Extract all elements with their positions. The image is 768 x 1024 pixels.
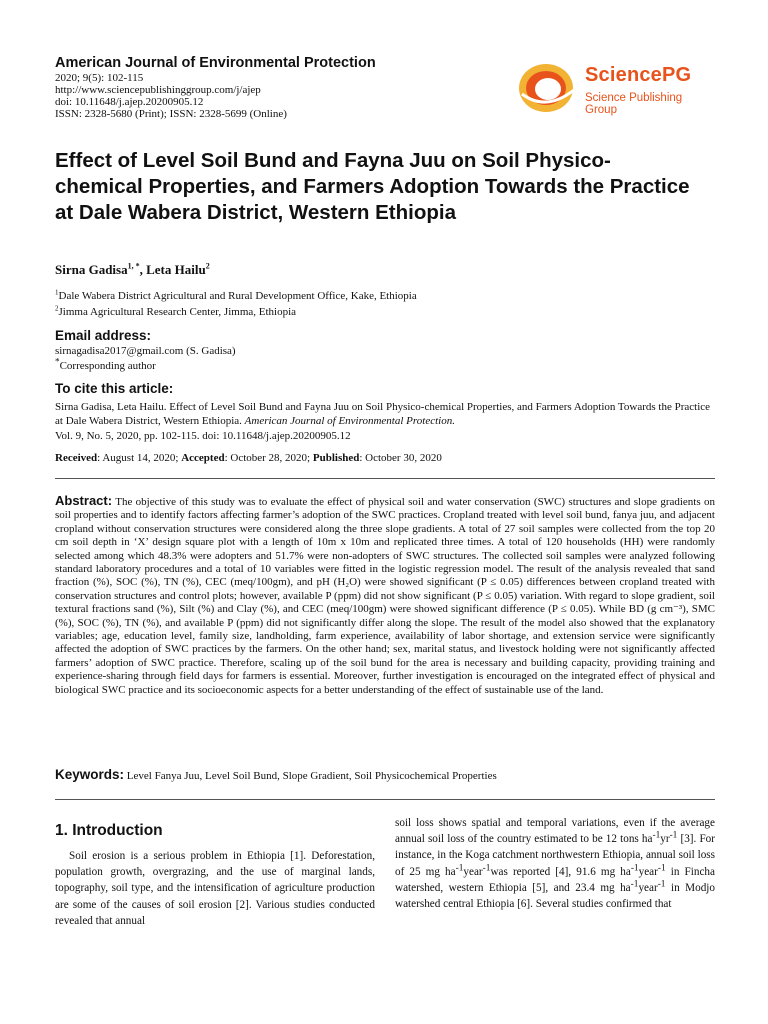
affiliation — [55, 290, 417, 302]
affiliation-text: Dale Wabera District Agricultural and Rural Development Office, Kake, Ethiopia — [58, 290, 417, 302]
abstract-label: Abstract: — [55, 493, 113, 508]
abstract-text: The objective of this study was to evaluate the effect of physical soil and water conservation (SWC) structures and slope gradients on soil properties and to identify factors affecting farmer’s adoption of the SWC practices. Cropland treated with level soil bund, fanya juu, and adjacent cropland without conservation structures were considered along the three slope gradients. A total of 27 soil samples were collected from the top 20 cm soil depth in ‘X’ design square plot with a length of 10m x 10m and replicated three times. A total of 120 households (HH) were randomly selected among which 48.3% were adopters and 51.7% were non-adopters of SWC structures. The collected soil samples were analyzed following standard laboratory procedures and a total of 10 variables were fitted in the logistic regression model. The result of the analysis revealed that sand fraction (%), SOC (%), TN (%), CEC (meq/100gm), and pH (H₂O) were showed significant (P ≤ 0.05) differences between cropland treated with conservation structures and control plots; however, available P (ppm) did not show significant (P ≤ 0.05) variation. With regard to slope gradient, soil textural fractions sand (%), Silt (%) and Clay (%), and CEC (meq/100gm) were showed significant difference (P ≤ 0.05). While BD (g cm⁻³), SMC (%), SOC (%), TN (%), and available P (ppm) did not significantly differ along the slope. The result of the model also showed that the explanatory variables; age, education level, family size, landholding, farm experience, availability of labor shortage, and extension service were significantly affected the adoption of SWC practices by the farmers. On the other hand; sex, marital status, and livestock holding were not significantly affected farmers’ adoption of SWC practice. Therefore, scaling up of the soil bund for the area is necessary and building capacity, providing training and experience-sharing through field days for farmers is essential. Moreover, further investigation is encouraged on the integrated effect of physical and biological SWC practice and its socioeconomic aspects for a better understanding of the effect of sustainable use of the land. — [55, 496, 715, 696]
received-date: : August 14, 2020; — [97, 452, 182, 464]
logo-tagline: Science Publishing Group — [585, 92, 683, 116]
keywords-text: Level Fanya Juu, Level Soil Bund, Slope Gradient, Soil Physicochemical Properties — [126, 770, 497, 782]
keywords — [55, 767, 497, 782]
body-text: [3]. For instance, in the Koga catchment northwestern Ethiopia, annual soil loss of 25 mg ha — [395, 833, 715, 878]
sciencepg-logo — [516, 60, 716, 116]
superscript: -1 — [630, 862, 639, 873]
author-separator: , — [139, 262, 147, 277]
author-name: Sirna Gadisa — [55, 262, 128, 277]
accepted-label: Accepted — [181, 452, 225, 464]
body-text: year — [463, 865, 483, 878]
received-label: Received — [55, 452, 98, 464]
affiliation-number: 2 — [55, 304, 59, 313]
logo-name: SciencePG — [585, 64, 692, 86]
corresponding-note — [55, 356, 156, 373]
author-superscript: 1, * — [127, 261, 140, 271]
section-heading: 1. Introduction — [55, 822, 163, 839]
cite-heading: To cite this article: — [55, 381, 174, 396]
email-address[interactable]: sirnagadisa2017@gmail.com (S. Gadisa) — [55, 345, 236, 357]
sciencepg-ring-icon — [516, 60, 582, 116]
intro-column-right — [395, 815, 715, 912]
body-text: in Fincha watershed, western Ethiopia [5], and 23.4 mg ha — [395, 865, 715, 894]
body-text: was reported [4], 91.6 mg ha — [490, 865, 631, 878]
divider — [55, 478, 715, 479]
intro-column-left: Soil erosion is a serious problem in Ethiopia [1]. Deforestation, population growth, overgrazing, and the use of marginal lands, topography, soil type, and the intensification of agriculture production are some of the causes of soil erosion [2]. Various studies conducted revealed that annual — [55, 850, 375, 927]
corresponding-text: Corresponding author — [59, 360, 156, 372]
published-date: : October 30, 2020 — [359, 452, 442, 464]
publication-dates — [55, 452, 442, 464]
journal-url[interactable]: http://www.sciencepublishinggroup.com/j/ajep — [55, 84, 261, 96]
article-title: Effect of Level Soil Bund and Fayna Juu on Soil Physico-chemical Properties, and Farmers Adoption Towards the Practice at Dale Wabera District, Western Ethiopia — [55, 149, 690, 224]
journal-name: American Journal of Environmental Protection — [55, 55, 376, 71]
author-name: Leta Hailu — [146, 262, 206, 277]
superscript: -1 — [482, 862, 491, 873]
citation-journal: American Journal of Environmental Protection. — [244, 415, 455, 428]
accepted-date: : October 28, 2020; — [224, 452, 313, 464]
journal-issue: 2020; 9(5): 102-115 — [55, 72, 144, 84]
author-list — [55, 262, 210, 278]
citation-details: Vol. 9, No. 5, 2020, pp. 102-115. doi: 10.11648/j.ajep.20200905.12 — [55, 429, 351, 442]
citation-block — [55, 400, 715, 443]
journal-doi[interactable]: doi: 10.11648/j.ajep.20200905.12 — [55, 96, 204, 108]
email-heading: Email address: — [55, 328, 152, 343]
affiliation — [55, 306, 296, 318]
body-text: year — [638, 881, 658, 894]
keywords-label: Keywords: — [55, 767, 125, 782]
superscript: -1 — [669, 830, 678, 841]
body-text: in Modjo watershed central Ethiopia [6]. Several studies confirmed that — [395, 881, 715, 911]
superscript: -1 — [630, 879, 639, 890]
journal-issn: ISSN: 2328-5680 (Print); ISSN: 2328-5699 (Online) — [55, 108, 287, 120]
published-label: Published — [312, 452, 360, 464]
superscript: -1 — [657, 879, 666, 890]
superscript: -1 — [657, 862, 666, 873]
affiliation-number: 1 — [55, 288, 59, 297]
superscript: -1 — [652, 830, 661, 841]
abstract — [55, 494, 715, 697]
affiliation-text: Jimma Agricultural Research Center, Jimma, Ethiopia — [58, 306, 297, 318]
corresponding-mark: * — [55, 356, 60, 367]
body-text: yr — [660, 833, 670, 846]
body-text: year — [638, 865, 658, 878]
body-text: soil loss shows spatial and temporal variations, even if the average annual soil loss of the country estimated to be 12 tons ha — [395, 817, 715, 846]
divider — [55, 799, 715, 800]
superscript: -1 — [455, 862, 464, 873]
author-superscript: 2 — [205, 261, 210, 271]
citation-text: Sirna Gadisa, Leta Hailu. Effect of Level Soil Bund and Fayna Juu on Soil Physico-chemical Properties, and Farmers Adoption Towards the Practice at Dale Wabera District, Western Ethiopia. — [55, 401, 711, 428]
